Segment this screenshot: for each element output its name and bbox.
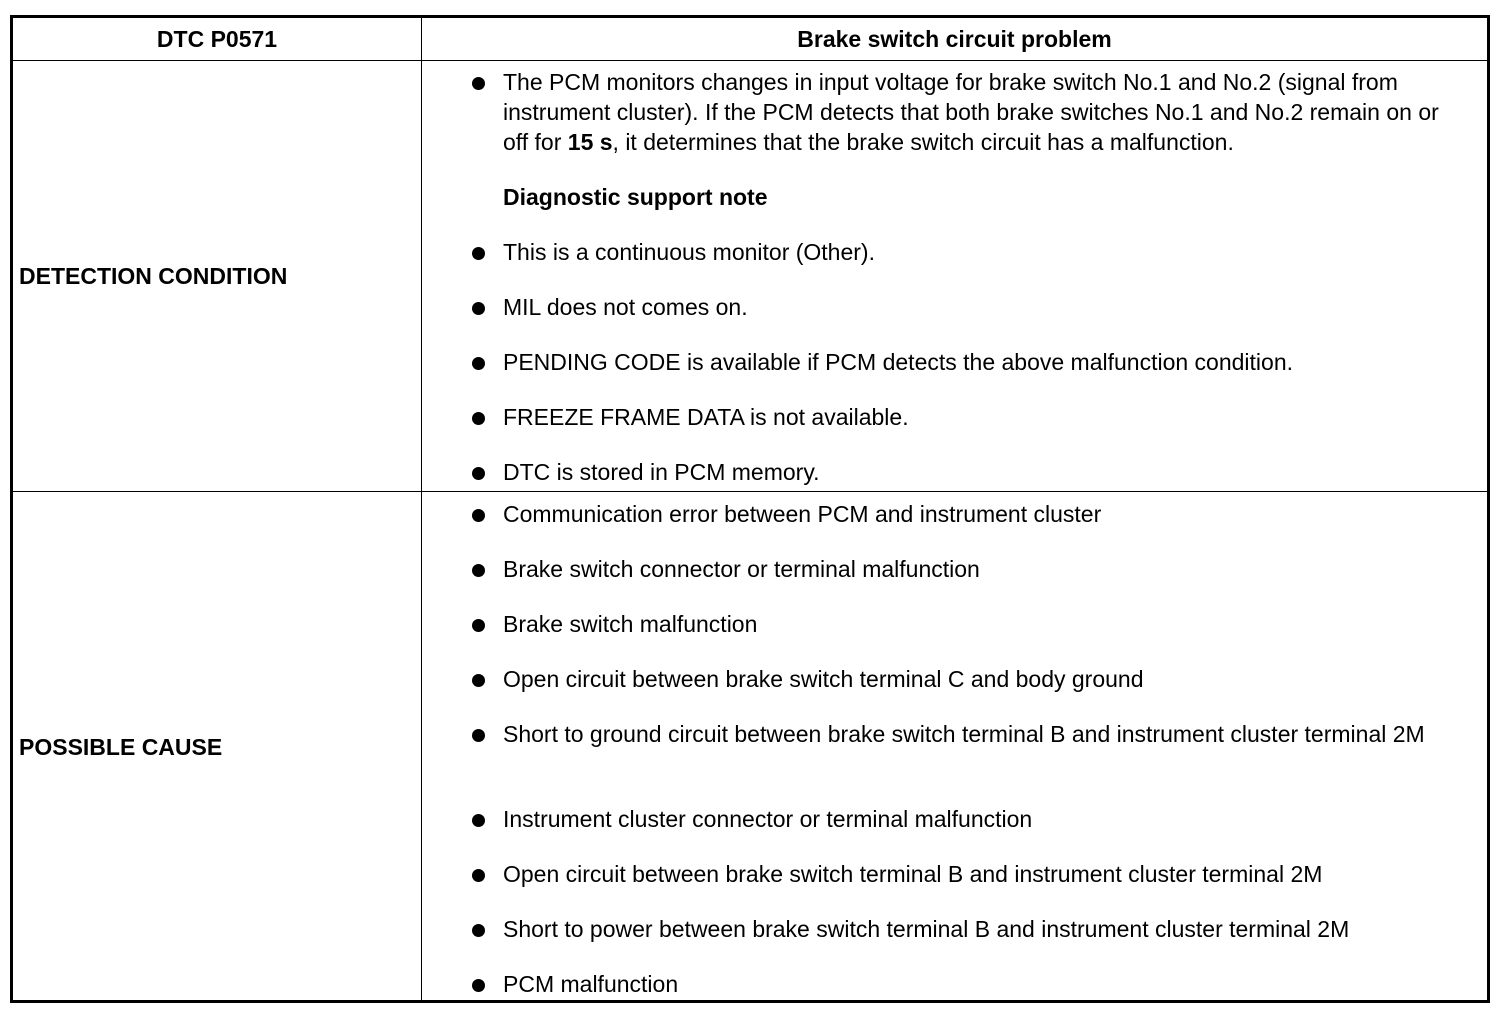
dtc-title-cell: Brake switch circuit problem [797,25,1112,52]
list-item: Short to power between brake switch terminal B and instrument cluster terminal 2M [422,914,1457,944]
list-item: Open circuit between brake switch terminal C and body ground [422,664,1457,694]
bullet-icon [472,412,485,425]
dtc-table [10,15,1490,1003]
list-item: FREEZE FRAME DATA is not available. [422,402,1457,432]
diagnostic-support-note-heading: Diagnostic support note [503,184,768,210]
list-item: Communication error between PCM and instrument cluster [422,499,1457,529]
table-header-row [13,18,1487,61]
bullet-icon [472,619,485,632]
dtc-code-cell: DTC P0571 [13,18,422,60]
bullet-icon [472,467,485,480]
list-item: PENDING CODE is available if PCM detects the above malfunction condition. [422,347,1457,377]
detection-text-part: The PCM monitors changes in input voltage for brake switch No.1 and No.2 (signal from instrument cluster). If the PCM detects that both brake switches No.1 and No.2 remain on or off for [503,69,1439,155]
bullet-icon [472,729,485,742]
bullet-icon [472,509,485,522]
bullet-icon [472,77,485,90]
bullet-icon [472,869,485,882]
detection-condition-row [13,61,1487,492]
possible-cause-content [422,492,1487,1003]
bullet-icon [472,357,485,370]
bullet-icon [472,924,485,937]
list-item: Short to ground circuit between brake switch terminal B and instrument cluster terminal 2M [422,719,1457,749]
bullet-icon [472,814,485,827]
bullet-icon [472,247,485,260]
bullet-icon [472,674,485,687]
list-item: Instrument cluster connector or terminal malfunction [422,804,1457,834]
list-item: Brake switch connector or terminal malfunction [422,554,1457,584]
possible-cause-row [13,492,1487,1003]
list-item: PCM malfunction [422,969,1457,999]
possible-cause-label: POSSIBLE CAUSE [13,492,422,1003]
bullet-icon [472,302,485,315]
detection-main-item [422,67,1457,157]
bullet-icon [472,564,485,577]
list-item: Open circuit between brake switch terminal B and instrument cluster terminal 2M [422,859,1457,889]
detection-text-part: , it determines that the brake switch circuit has a malfunction. [612,129,1234,155]
list-item: Brake switch malfunction [422,609,1457,639]
detection-time-value: 15 s [567,129,613,155]
detection-condition-label: DETECTION CONDITION [13,61,422,491]
list-item: DTC is stored in PCM memory. [422,457,1457,487]
detection-condition-content [422,61,1487,491]
bullet-icon [472,979,485,992]
list-item: This is a continuous monitor (Other). [422,237,1457,267]
list-item: MIL does not comes on. [422,292,1457,322]
